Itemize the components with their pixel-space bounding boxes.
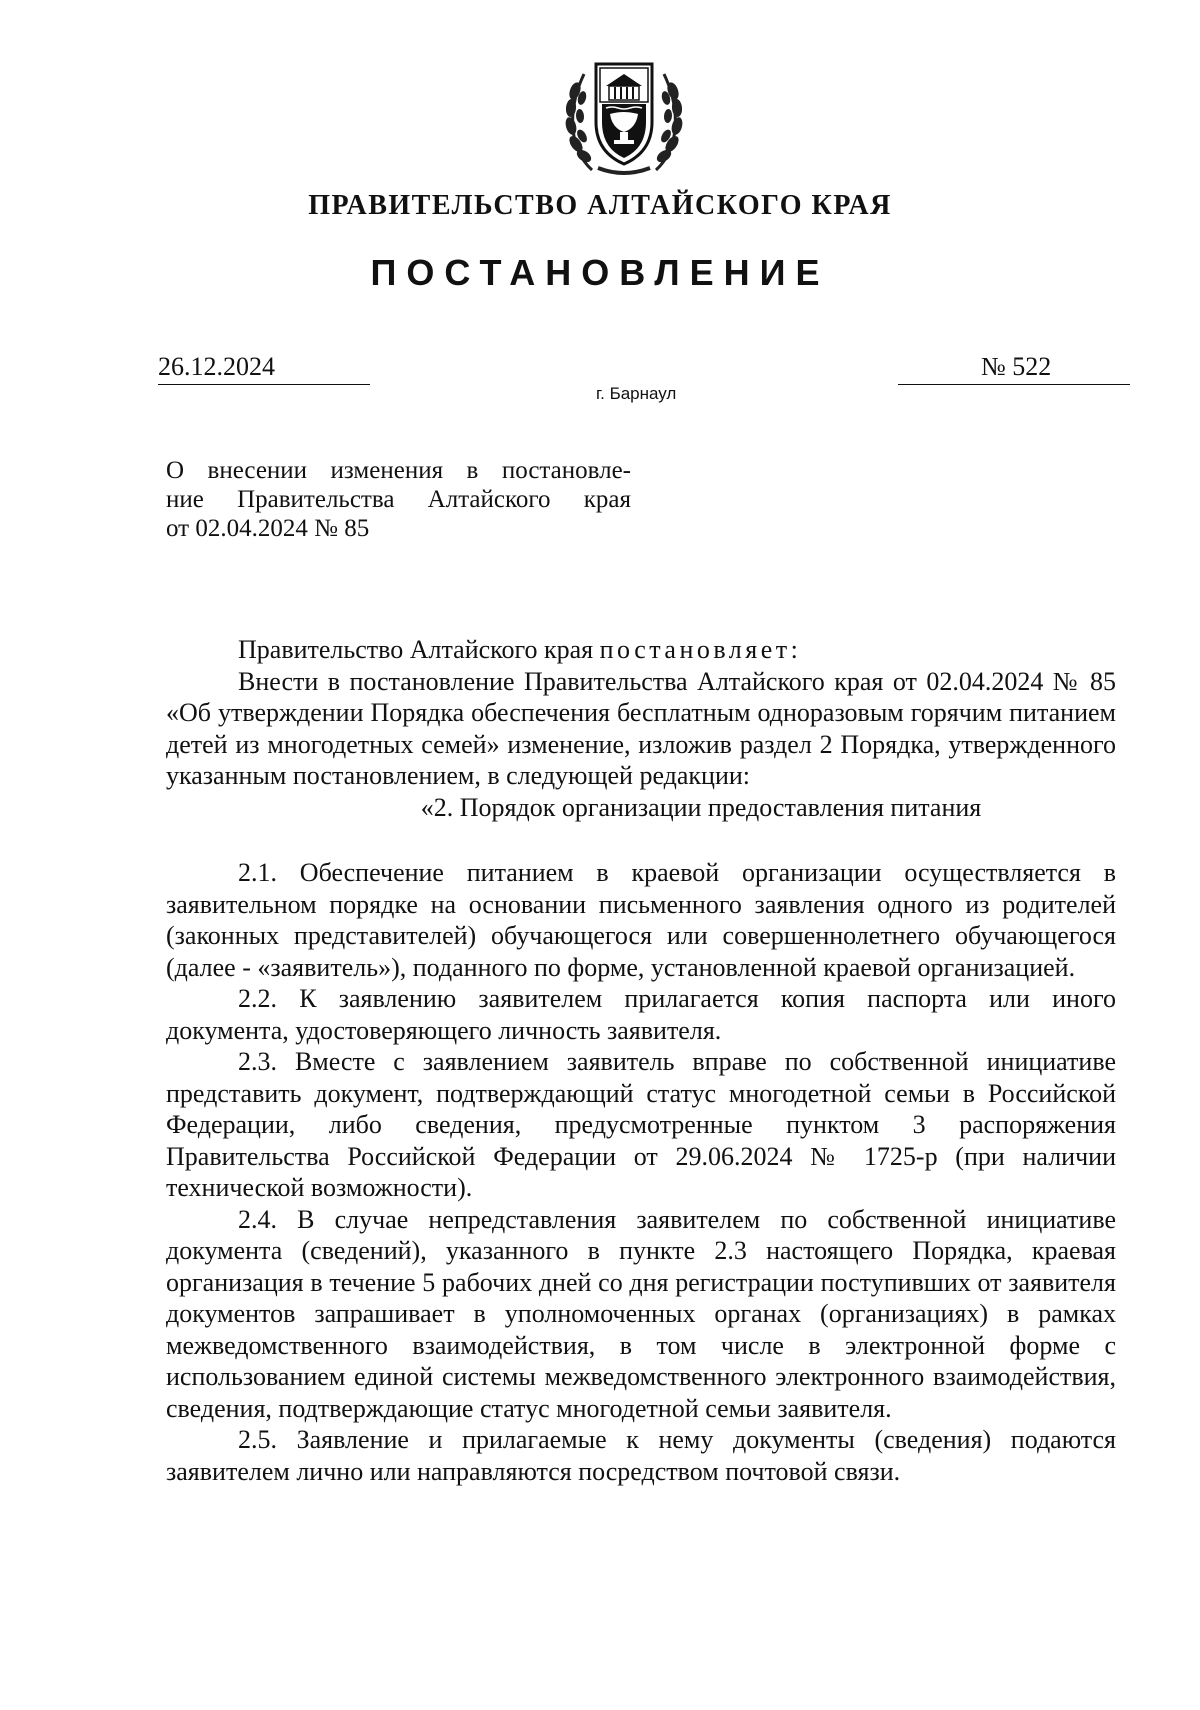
- clause-paragraph: 2.2. К заявлению заявителем прилагается копия паспорта или иного документа, удостоверяющего личность заявителя.: [166, 984, 1116, 1045]
- document-subject: [166, 456, 631, 543]
- preamble: [166, 634, 1116, 666]
- document-number-field: [898, 352, 1130, 385]
- document-city: г. Барнаул: [596, 384, 677, 403]
- preamble-lead: Правительство Алтайского края: [238, 635, 600, 664]
- clause-paragraph: 2.5. Заявление и прилагаемые к нему документы (сведения) подаются заявителем лично или направляются посредством почтовой связи.: [166, 1425, 1116, 1486]
- document-date: 26.12.2024: [158, 352, 370, 385]
- document-type: ПОСТАНОВЛЕНИЕ: [370, 252, 830, 293]
- clause-paragraph: 2.1. Обеспечение питанием в краевой организации осуществляется в заявительном порядке на основании письменного заявления одного из родителей (законных представителей) обучающегося или совершеннолетнего обучающегося (далее - «заявитель»), поданного по форме, установленной краевой организацией.: [166, 858, 1116, 982]
- document-number: № 522: [981, 352, 1052, 381]
- intro-paragraph: Внести в постановление Правительства Алтайского края от 02.04.2024 № 85 «Об утверждении Порядка обеспечения бесплатным одноразовым горячим питанием детей из многодетных семей» изменение, изложив раздел 2 Порядка, утвержденного указанным постановлением, в следующей редакции:: [166, 666, 1116, 790]
- document-body: [166, 634, 1116, 1487]
- clause-paragraph: 2.3. Вместе с заявлением заявитель вправе по собственной инициативе представить документ, подтверждающий статус многодетной семьи в Российской Федерации, либо сведения, предусмотренные пунктом 3 распоряжения Правительства Российской Федерации от 29.06.2024 № 1725-р (при наличии технической возможности).: [166, 1047, 1116, 1202]
- section-title: «2. Порядок организации предоставления питания: [420, 792, 982, 822]
- coat-of-arms-icon: [562, 52, 686, 180]
- organization-name: ПРАВИТЕЛЬСТВО АЛТАЙСКОГО КРАЯ: [308, 190, 892, 221]
- subject-line: от 02.04.2024 № 85: [166, 515, 370, 542]
- subject-line: ние Правительства Алтайского края: [166, 486, 631, 513]
- clause-paragraph: 2.4. В случае непредставления заявителем по собственной инициативе документа (сведений), указанного в пункте 2.3 настоящего Порядка, краевая организация в течение 5 рабочих дней со дня регистрации поступивших от заявителя документов запрашивает в уполномоченных органах (организациях) в рамках межведомственного взаимодействия, в том числе в электронной форме с использованием единой системы межведомственного электронного взаимодействия, сведения, подтверждающие статус многодетной семьи заявителя.: [166, 1204, 1116, 1423]
- subject-line: О внесении изменения в постановле-: [166, 457, 631, 484]
- preamble-verb: постановляет:: [599, 635, 802, 664]
